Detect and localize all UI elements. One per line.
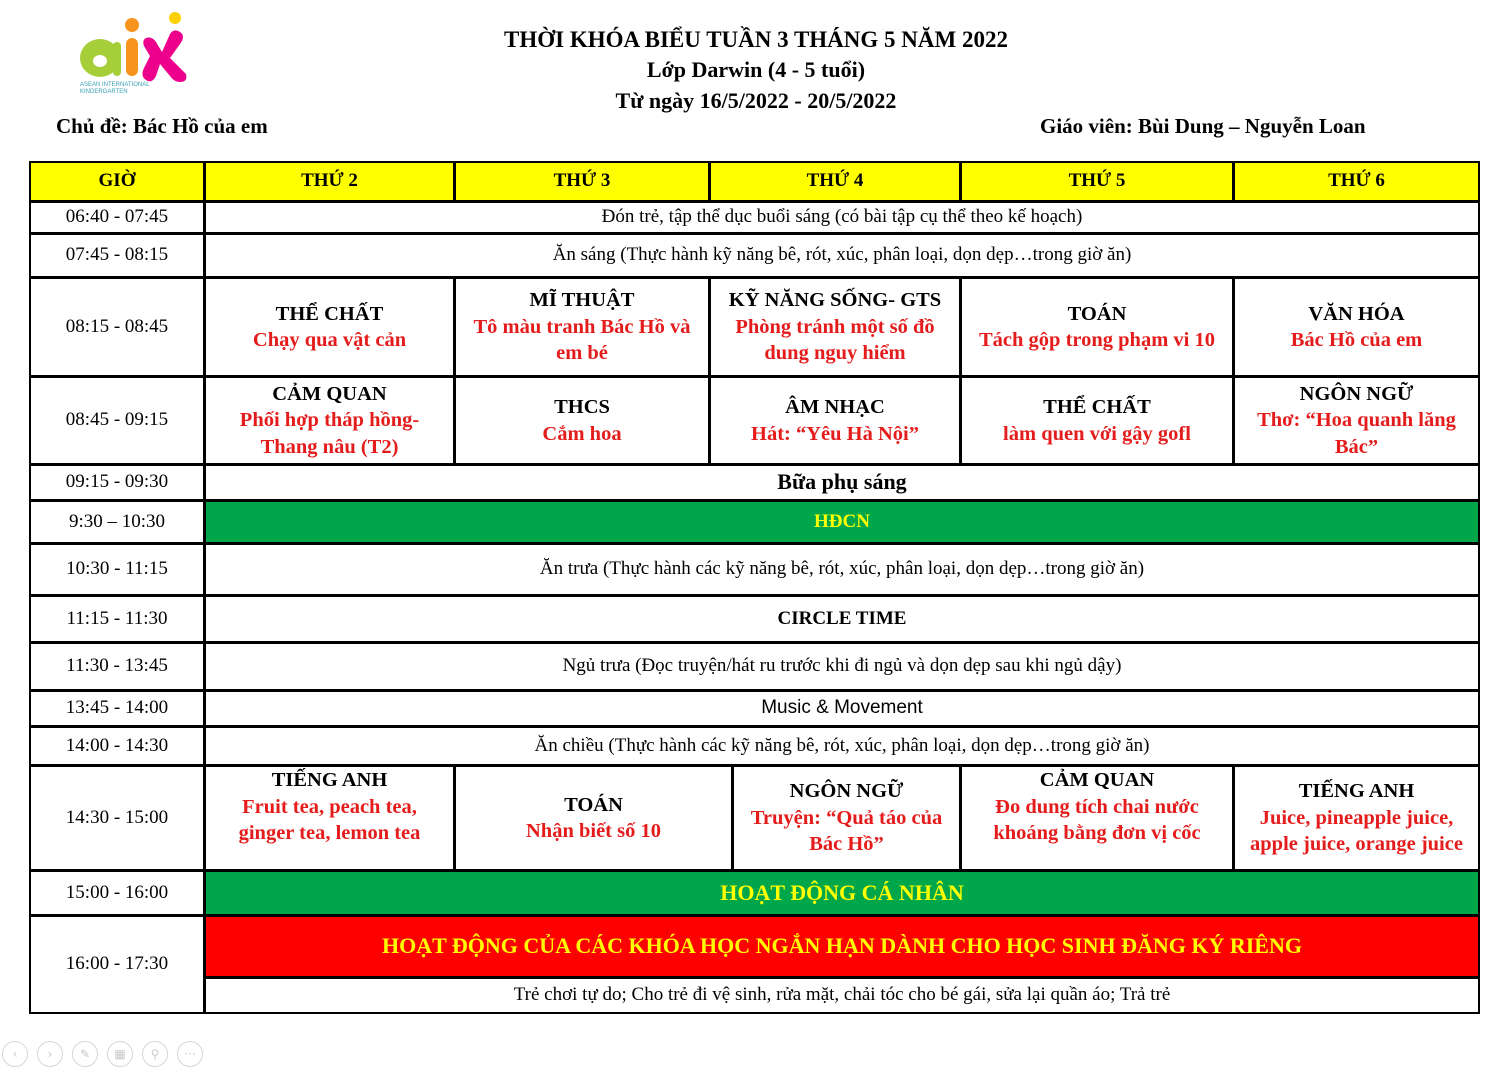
class-mon-2 xyxy=(204,376,455,465)
class-mon-3 xyxy=(204,765,455,871)
activity-label: khoáng bằng đơn vị cốc xyxy=(993,822,1201,844)
row-short-courses: HOẠT ĐỘNG CỦA CÁC KHÓA HỌC NGẮN HẠN DÀNH CHO HỌC SINH ĐĂNG KÝ RIÊNG xyxy=(204,915,1480,978)
activity-label: ginger tea, lemon tea xyxy=(238,822,421,844)
col-head-mon: THỨ 2 xyxy=(204,161,455,202)
time-cell: 10:30 - 11:15 xyxy=(29,543,205,596)
activity-label: Bác Hồ của em xyxy=(1290,329,1423,351)
class-wed-1 xyxy=(709,277,961,377)
activity-label: Phối hợp tháp hồng- xyxy=(239,409,420,432)
class-fri-1 xyxy=(1233,277,1480,377)
row-morning-arrival: Đón trẻ, tập thể dục buổi sáng (có bài tập cụ thể theo kế hoạch) xyxy=(204,201,1480,234)
subject-label: TOÁN xyxy=(564,793,623,816)
subject-label: TOÁN xyxy=(1067,302,1127,325)
slides-grid-icon[interactable]: ▦ xyxy=(107,1041,133,1067)
row-music-movement: Music & Movement xyxy=(204,690,1480,727)
activity-label: Juice, pineapple juice, xyxy=(1259,806,1454,829)
class-wed-2 xyxy=(709,376,961,465)
activity-label: Bác” xyxy=(1334,435,1379,458)
subject-label: NGÔN NGỮ xyxy=(1299,382,1414,405)
time-cell: 14:30 - 15:00 xyxy=(29,765,205,871)
class-fri-2 xyxy=(1233,376,1480,465)
teachers-label: Giáo viên: Bùi Dung – Nguyễn Loan xyxy=(1040,114,1366,138)
class-fri-3 xyxy=(1233,765,1480,871)
class-wed-3 xyxy=(732,765,961,871)
more-options-icon[interactable]: ··· xyxy=(177,1041,203,1067)
col-head-fri: THỨ 6 xyxy=(1233,161,1480,202)
subject-label: TIẾNG ANH xyxy=(271,769,388,791)
time-cell: 16:00 - 17:30 xyxy=(29,915,205,1014)
class-thu-3 xyxy=(960,765,1234,871)
time-cell: 11:15 - 11:30 xyxy=(29,595,205,643)
col-head-thu: THỨ 5 xyxy=(960,161,1234,202)
class-mon-1 xyxy=(204,277,455,377)
time-cell: 13:45 - 14:00 xyxy=(29,690,205,727)
col-head-time: GIỜ xyxy=(29,161,205,202)
activity-label: apple juice, orange juice xyxy=(1250,833,1463,856)
row-hdcn: HĐCN xyxy=(204,500,1480,544)
row-breakfast: Ăn sáng (Thực hành kỹ năng bê, rót, xúc, phân loại, dọn dẹp…trong giờ ăn) xyxy=(204,233,1480,278)
activity-label: Thơ: “Hoa quanh lăng xyxy=(1257,409,1456,432)
subject-label: CẢM QUAN xyxy=(1039,769,1155,791)
page-title: THỜI KHÓA BIỂU TUẦN 3 THÁNG 5 NĂM 2022 xyxy=(504,27,1008,52)
class-tue-3 xyxy=(454,765,733,871)
zoom-icon[interactable]: ⚲ xyxy=(142,1041,168,1067)
row-afternoon-meal: Ăn chiều (Thực hành các kỹ năng bê, rót, xúc, phân loại, dọn dẹp…trong giờ ăn) xyxy=(204,726,1480,766)
activity-label: Truyện: “Quả táo của xyxy=(750,806,943,829)
time-cell: 07:45 - 08:15 xyxy=(29,233,205,278)
next-slide-icon[interactable]: › xyxy=(37,1041,63,1067)
subject-label: VĂN HÓA xyxy=(1308,302,1405,325)
class-tue-2 xyxy=(454,376,710,465)
class-thu-2 xyxy=(960,376,1234,465)
logo-subtitle-2: KINDERGARTEN xyxy=(80,89,128,95)
topic-label: Chủ đề: Bác Hồ của em xyxy=(56,114,268,138)
time-cell: 09:15 - 09:30 xyxy=(29,464,205,501)
subject-label: KỸ NĂNG SỐNG- GTS xyxy=(728,289,942,312)
activity-label: Chạy qua vật cản xyxy=(252,329,407,351)
pen-icon[interactable]: ✎ xyxy=(72,1041,98,1067)
time-cell: 08:15 - 08:45 xyxy=(29,277,205,377)
row-morning-snack: Bữa phụ sáng xyxy=(204,464,1480,501)
activity-label: Hát: “Yêu Hà Nội” xyxy=(751,422,919,445)
class-tue-1 xyxy=(454,277,710,377)
time-cell: 9:30 – 10:30 xyxy=(29,500,205,544)
subject-label: CẢM QUAN xyxy=(272,382,387,405)
activity-label: Cắm hoa xyxy=(542,422,622,445)
time-cell: 06:40 - 07:45 xyxy=(29,201,205,234)
activity-label: dung nguy hiểm xyxy=(764,342,906,365)
subject-label: THỂ CHẤT xyxy=(275,302,384,325)
activity-label: Nhận biết số 10 xyxy=(526,820,661,842)
col-head-tue: THỨ 3 xyxy=(454,161,710,202)
subject-label: THỂ CHẤT xyxy=(1043,396,1151,418)
row-free-play-pickup: Trẻ chơi tự do; Cho trẻ đi vệ sinh, rửa mặt, chải tóc cho bé gái, sửa lại quần áo; Trả trẻ xyxy=(204,977,1480,1014)
subject-label: MĨ THUẬT xyxy=(529,289,635,312)
time-cell: 14:00 - 14:30 xyxy=(29,726,205,766)
activity-label: Thang nâu (T2) xyxy=(260,435,399,458)
subject-label: NGÔN NGỮ xyxy=(789,780,904,803)
time-cell: 15:00 - 16:00 xyxy=(29,870,205,916)
time-cell: 11:30 - 13:45 xyxy=(29,642,205,691)
row-individual-activity: HOẠT ĐỘNG CÁ NHÂN xyxy=(204,870,1480,916)
activity-label: Fruit tea, peach tea, xyxy=(242,795,417,818)
previous-slide-icon[interactable]: ‹ xyxy=(2,1041,28,1067)
activity-label: làm quen với gậy gofl xyxy=(1003,422,1191,445)
activity-label: em bé xyxy=(556,342,608,365)
subject-label: ÂM NHẠC xyxy=(785,396,885,418)
time-cell: 08:45 - 09:15 xyxy=(29,376,205,465)
slideshow-toolbar xyxy=(2,1041,203,1067)
row-lunch: Ăn trưa (Thực hành các kỹ năng bê, rót, xúc, phân loại, dọn dẹp…trong giờ ăn) xyxy=(204,543,1480,596)
subject-label: THCS xyxy=(554,396,610,418)
activity-label: Bác Hồ” xyxy=(809,833,884,856)
col-head-wed: THỨ 4 xyxy=(709,161,961,202)
activity-label: Đo dung tích chai nước xyxy=(995,795,1199,818)
row-circle-time: CIRCLE TIME xyxy=(204,595,1480,643)
class-thu-1 xyxy=(960,277,1234,377)
activity-label: Tách gộp trong phạm vi 10 xyxy=(979,329,1215,351)
activity-label: Phòng tránh một số đồ xyxy=(735,315,935,338)
logo-text: AIK xyxy=(216,12,218,13)
row-nap: Ngủ trưa (Đọc truyện/hát ru trước khi đi ngủ và dọn dẹp sau khi ngủ dậy) xyxy=(204,642,1480,691)
date-range: Từ ngày 16/5/2022 - 20/5/2022 xyxy=(615,88,897,113)
activity-label: Tô màu tranh Bác Hồ và xyxy=(473,315,691,338)
logo-subtitle-1: ASEAN INTERNATIONAL xyxy=(80,82,150,88)
subject-label: TIẾNG ANH xyxy=(1298,780,1415,803)
class-line: Lớp Darwin (4 - 5 tuổi) xyxy=(646,57,866,82)
